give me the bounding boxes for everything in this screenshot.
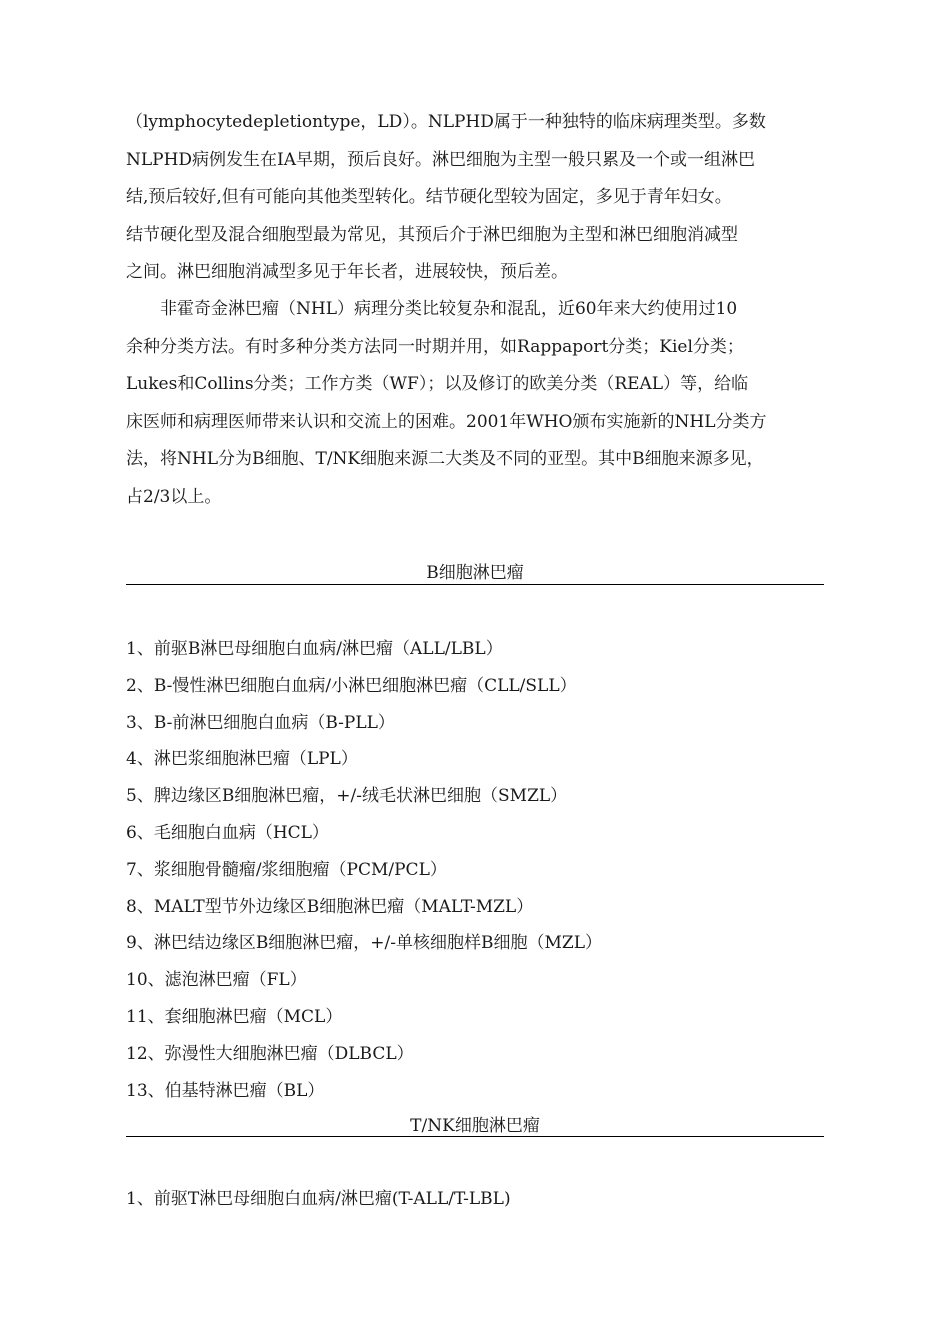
list-item: 2、B-慢性淋巴细胞白血病/小淋巴细胞淋巴瘤（CLL/SLL） <box>126 675 577 696</box>
paragraph-line: 法，将NHL分为B细胞、T/NK细胞来源二大类及不同的亚型。其中B细胞来源多见， <box>126 449 764 469</box>
b-cell-lymphoma-list <box>126 631 826 1109</box>
list-item: 12、弥漫性大细胞淋巴瘤（DLBCL） <box>126 1043 414 1064</box>
list-item: 8、MALT型节外边缘区B细胞淋巴瘤（MALT-MZL） <box>126 896 534 917</box>
paragraph-line: 之间。淋巴细胞消减型多见于年长者，进展较快，预后差。 <box>126 262 568 282</box>
paragraph-line: Lukes和Collins分类；工作方类（WF）；以及修订的欧美分类（REAL）等，给临 <box>126 374 749 394</box>
paragraph-nhl-classification <box>126 291 826 516</box>
paragraph-line: 结,预后较好,但有可能向其他类型转化。结节硬化型较为固定，多见于青年妇女。 <box>126 187 732 207</box>
section-divider <box>126 584 824 585</box>
section-divider <box>126 1136 824 1137</box>
paragraph-hodgkin-types <box>126 104 826 292</box>
paragraph-line: 非霍奇金淋巴瘤（NHL）病理分类比较复杂和混乱，近60年来大约使用过10 <box>126 299 738 319</box>
paragraph-line: （lymphocytedepletiontype，LD）。NLPHD属于一种独特的临床病理类型。多数 <box>126 112 766 132</box>
list-item: 9、淋巴结边缘区B细胞淋巴瘤，+/-单核细胞样B细胞（MZL） <box>126 933 603 954</box>
paragraph-line: 占2/3以上。 <box>126 486 222 507</box>
paragraph-line: 床医师和病理医师带来认识和交流上的困难。2001年WHO颁布实施新的NHL分类方 <box>126 411 767 432</box>
paragraph-line: 余种分类方法。有时多种分类方法同一时期并用，如Rappaport分类；Kiel分类； <box>126 336 744 357</box>
section-title-b-cell: B细胞淋巴瘤 <box>426 563 524 583</box>
section-title-tnk-cell: T/NK细胞淋巴瘤 <box>410 1116 540 1136</box>
list-item: 3、B-前淋巴细胞白血病（B-PLL） <box>126 712 395 733</box>
list-item: 7、浆细胞骨髓瘤/浆细胞瘤（PCM/PCL） <box>126 859 447 880</box>
list-item: 1、前驱T淋巴母细胞白血病/淋巴瘤(T-ALL/T-LBL) <box>126 1189 511 1209</box>
list-item: 13、伯基特淋巴瘤（BL） <box>126 1080 325 1101</box>
list-item: 10、滤泡淋巴瘤（FL） <box>126 970 307 991</box>
list-item: 5、脾边缘区B细胞淋巴瘤，+/-绒毛状淋巴细胞（SMZL） <box>126 786 568 807</box>
paragraph-line: 结节硬化型及混合细胞型最为常见，其预后介于淋巴细胞为主型和淋巴细胞消减型 <box>126 224 738 245</box>
list-item: 1、前驱B淋巴母细胞白血病/淋巴瘤（ALL/LBL） <box>126 639 503 659</box>
list-item: 11、套细胞淋巴瘤（MCL） <box>126 1006 343 1027</box>
list-item: 4、淋巴浆细胞淋巴瘤（LPL） <box>126 749 358 770</box>
list-item: 6、毛细胞白血病（HCL） <box>126 822 329 843</box>
paragraph-line: NLPHD病例发生在IA早期，预后良好。淋巴细胞为主型一般只累及一个或一组淋巴 <box>126 149 756 170</box>
tnk-cell-lymphoma-list <box>126 1181 826 1218</box>
